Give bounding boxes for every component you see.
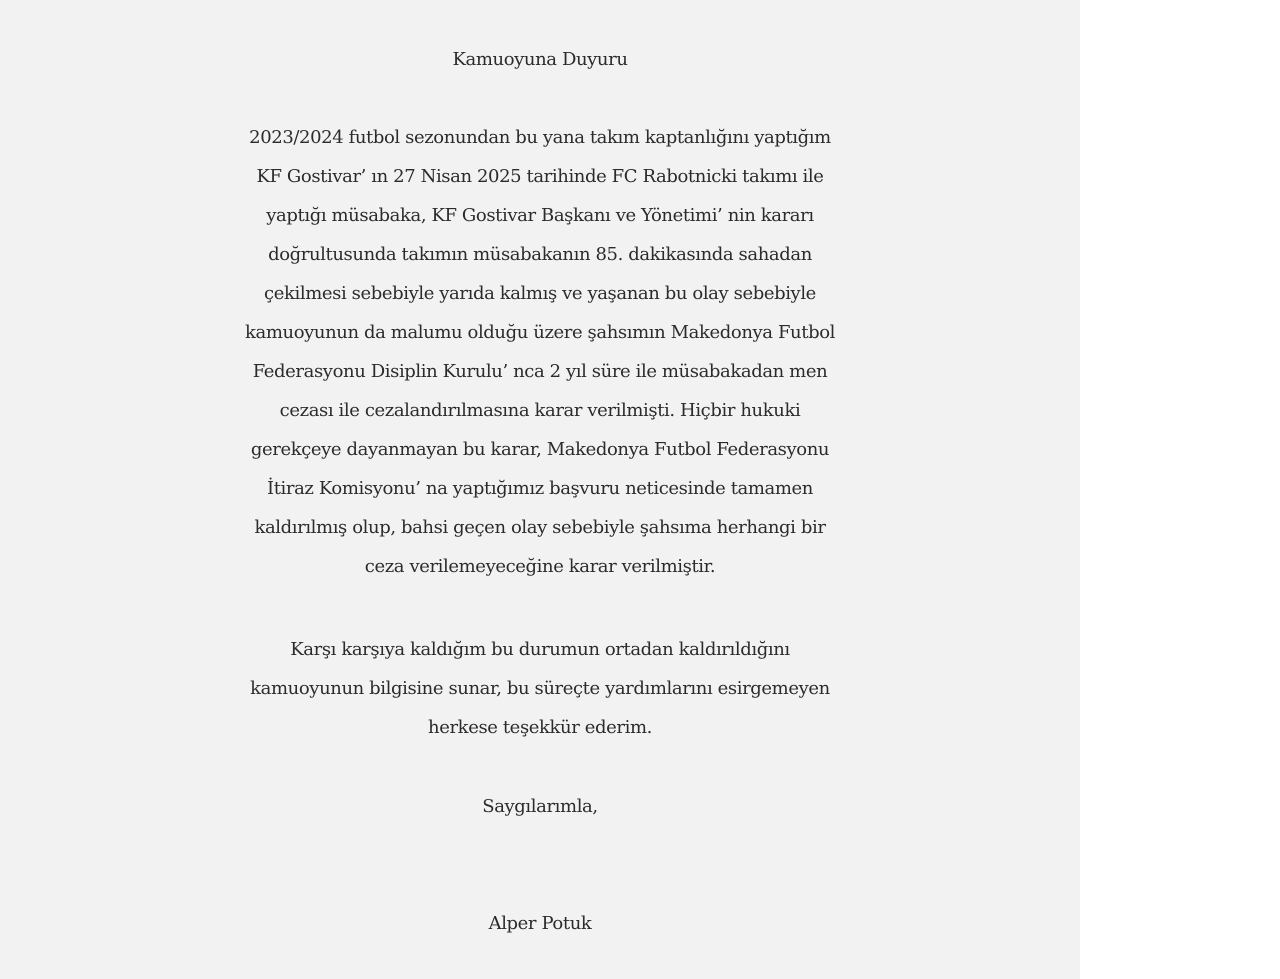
paragraph-line: KF Gostivar’ ın 27 Nisan 2025 tarihinde FC Rabotnicki takımı ile	[256, 166, 824, 187]
paragraph-line: yaptığı müsabaka, KF Gostivar Başkanı ve Yönetimi’ nin kararı	[266, 205, 814, 226]
paragraph-line: kamuoyunun da malumu olduğu üzere şahsımın Makedonya Futbol	[245, 322, 835, 343]
title-text: Kamuoyuna Duyuru	[452, 49, 628, 70]
signature-name	[0, 904, 1080, 943]
paragraph-thanks	[0, 630, 1080, 747]
paragraph-line: kamuoyunun bilgisine sunar, bu süreçte yardımlarını esirgemeyen	[250, 678, 830, 699]
paragraph-line: Federasyonu Disiplin Kurulu’ nca 2 yıl süre ile müsabakadan men	[252, 361, 828, 382]
paragraph-line: herkese teşekkür ederim.	[428, 717, 652, 738]
paragraph-line: kaldırılmış olup, bahsi geçen olay sebebiyle şahsıma herhangi bir	[254, 517, 826, 538]
paragraph-line: çekilmesi sebebiyle yarıda kalmış ve yaşanan bu olay sebebiyle	[264, 283, 816, 304]
paragraph-line: 2023/2024 futbol sezonundan bu yana takım kaptanlığını yaptığım	[249, 127, 831, 148]
closing-salutation	[0, 787, 1080, 826]
closing-text: Saygılarımla,	[482, 796, 598, 817]
paragraph-line: gerekçeye dayanmayan bu karar, Makedonya Futbol Federasyonu	[250, 439, 830, 460]
paragraph-main	[0, 118, 1080, 586]
signature-text: Alper Potuk	[488, 913, 592, 934]
document-title	[0, 40, 1080, 79]
paragraph-line: ceza verilemeyeceğine karar verilmiştir.	[364, 556, 716, 577]
right-blank-margin	[1080, 0, 1280, 979]
paragraph-line: Karşı karşıya kaldığım bu durumun ortadan kaldırıldığını	[290, 639, 790, 660]
paragraph-line: cezası ile cezalandırılmasına karar verilmişti. Hiçbir hukuki	[279, 400, 801, 421]
paragraph-line: doğrultusunda takımın müsabakanın 85. dakikasında sahadan	[268, 244, 812, 265]
paragraph-line: İtiraz Komisyonu’ na yaptığımız başvuru neticesinde tamamen	[266, 478, 813, 499]
